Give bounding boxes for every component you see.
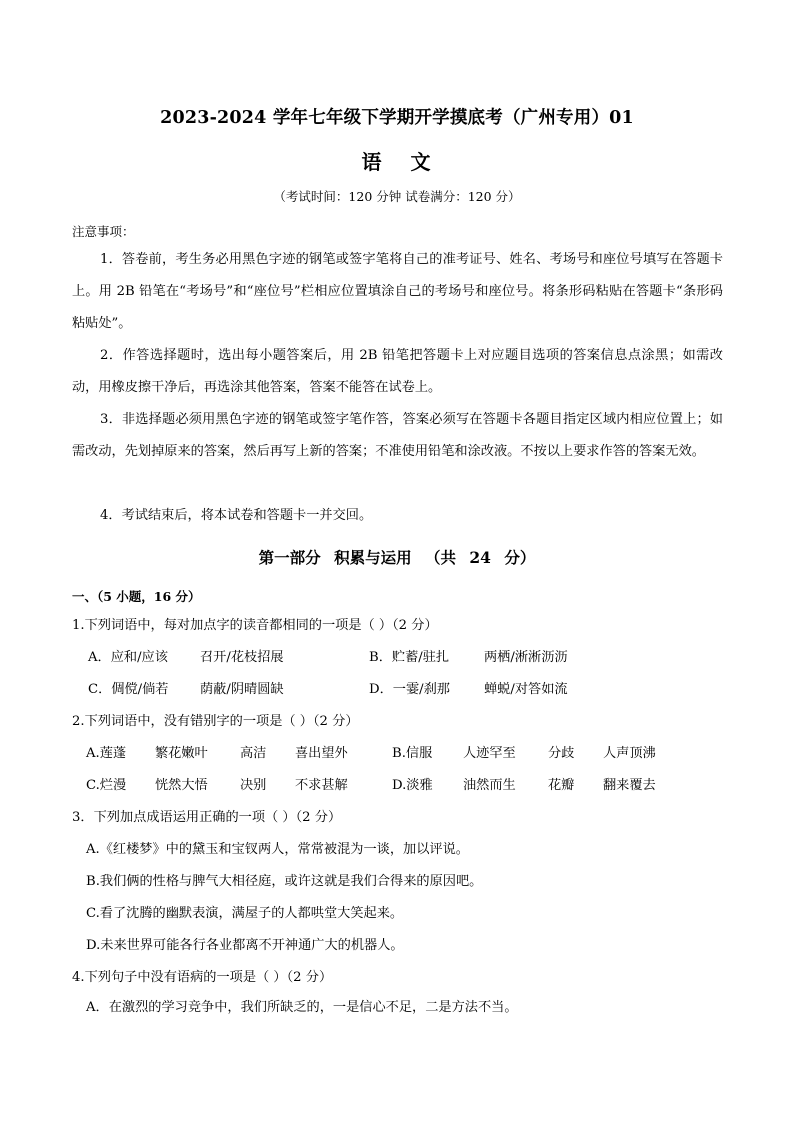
- q2-option-a-word2: 繁花嫩叶: [155, 746, 208, 761]
- exam-time-score: （考试时间：120 分钟 试卷满分：120 分）: [273, 189, 521, 204]
- q4-option-a: A．在激烈的学习竞争中，我们所缺乏的，一是信心不足，二是方法不当。: [86, 1000, 518, 1015]
- q2-option-a-word1: A.莲蓬: [86, 746, 127, 761]
- subject-heading: 语 文: [361, 150, 433, 174]
- question-4-stem: 4.下列句子中没有语病的一项是（ ）（2 分）: [72, 970, 333, 985]
- q2-option-c-word1: C.烂漫: [86, 778, 127, 793]
- q1-option-c: C．倜傥/倘若: [88, 682, 169, 697]
- q1-option-a-pair2: 召开/花枝招展: [200, 650, 284, 665]
- q1-option-d: D．一霎/刹那: [369, 682, 450, 697]
- q2-option-d-word2: 油然而生: [463, 778, 516, 793]
- q3-option-b: B.我们俩的性格与脾气大相径庭，或许这就是我们合得来的原因吧。: [86, 874, 483, 889]
- q2-option-c-word2: 恍然大悟: [155, 778, 208, 793]
- q2-option-c-word4: 不求甚解: [295, 778, 348, 793]
- q2-option-b-word2: 人迹罕至: [463, 746, 516, 761]
- q2-option-c-word3: 决别: [240, 778, 267, 793]
- notice-item-2: 2．作答选择题时，选出每小题答案后，用 2B 铅笔把答题卡上对应题目选项的答案信息点涂黑；如需改动，用橡皮擦干净后，再选涂其他答案，答案不能答在试卷上。: [72, 348, 723, 395]
- q2-option-d-word3: 花瓣: [548, 778, 575, 793]
- notice-item-4: 4．考试结束后，将本试卷和答题卡一并交回。: [100, 508, 373, 523]
- q2-option-d-word1: D.淡雅: [392, 778, 433, 793]
- q1-option-c-pair2: 荫蔽/阴晴圆缺: [200, 682, 284, 697]
- q3-option-c: C.看了沈腾的幽默表演，满屋子的人都哄堂大笑起来。: [86, 906, 404, 921]
- question-1-stem: 1.下列词语中，每对加点字的读音都相同的一项是（ ）（2 分）: [72, 618, 438, 633]
- q1-option-d-pair2: 蝉蜕/对答如流: [484, 682, 568, 697]
- notice-item-3: 3．非选择题必须用黑色字迹的钢笔或签字笔作答，答案必须写在答题卡各题目指定区域内相应位置上；如需改动，先划掉原来的答案，然后再写上新的答案；不准使用铅笔和涂改液。不按以上要求作答的答案无效。: [72, 412, 723, 459]
- section-heading: 第一部分 积累与运用 （共 24 分）: [258, 548, 536, 567]
- q1-option-b-pair2: 两栖/淅淅沥沥: [484, 650, 568, 665]
- q2-option-a-word3: 高洁: [240, 746, 267, 761]
- part-heading: 一、（5 小题，16 分）: [72, 589, 201, 604]
- q3-option-d: D.未来世界可能各行各业都离不开神通广大的机器人。: [86, 938, 404, 953]
- q2-option-b-word4: 人声顶沸: [603, 746, 656, 761]
- q2-option-a-word4: 喜出望外: [295, 746, 348, 761]
- question-3-stem: 3．下列加点成语运用正确的一项（ ）（2 分）: [72, 810, 342, 825]
- q2-option-b-word1: B.信服: [392, 746, 433, 761]
- q1-option-a: A．应和/应该: [88, 650, 168, 665]
- q2-option-d-word4: 翻来覆去: [603, 778, 656, 793]
- question-2-stem: 2.下列词语中，没有错别字的一项是（ ）（2 分）: [72, 714, 359, 729]
- notice-item-1: 1．答卷前，考生务必用黑色字迹的钢笔或签字笔将自己的准考证号、姓名、考场号和座位号填写在答题卡上。用 2B 铅笔在“考场号”和“座位号”栏相应位置填涂自己的考场号和座位号。将条形码粘贴在答题卡“条形码粘贴处”。: [72, 252, 723, 331]
- exam-title: 2023-2024 学年七年级下学期开学摸底考（广州专用）01: [160, 108, 634, 128]
- q3-option-a: A.《红楼梦》中的黛玉和宝钗两人，常常被混为一谈，加以评说。: [86, 842, 469, 857]
- notice-heading: 注意事项：: [72, 224, 135, 239]
- q2-option-b-word3: 分歧: [548, 746, 575, 761]
- q1-option-b: B．贮蓄/驻扎: [369, 650, 450, 665]
